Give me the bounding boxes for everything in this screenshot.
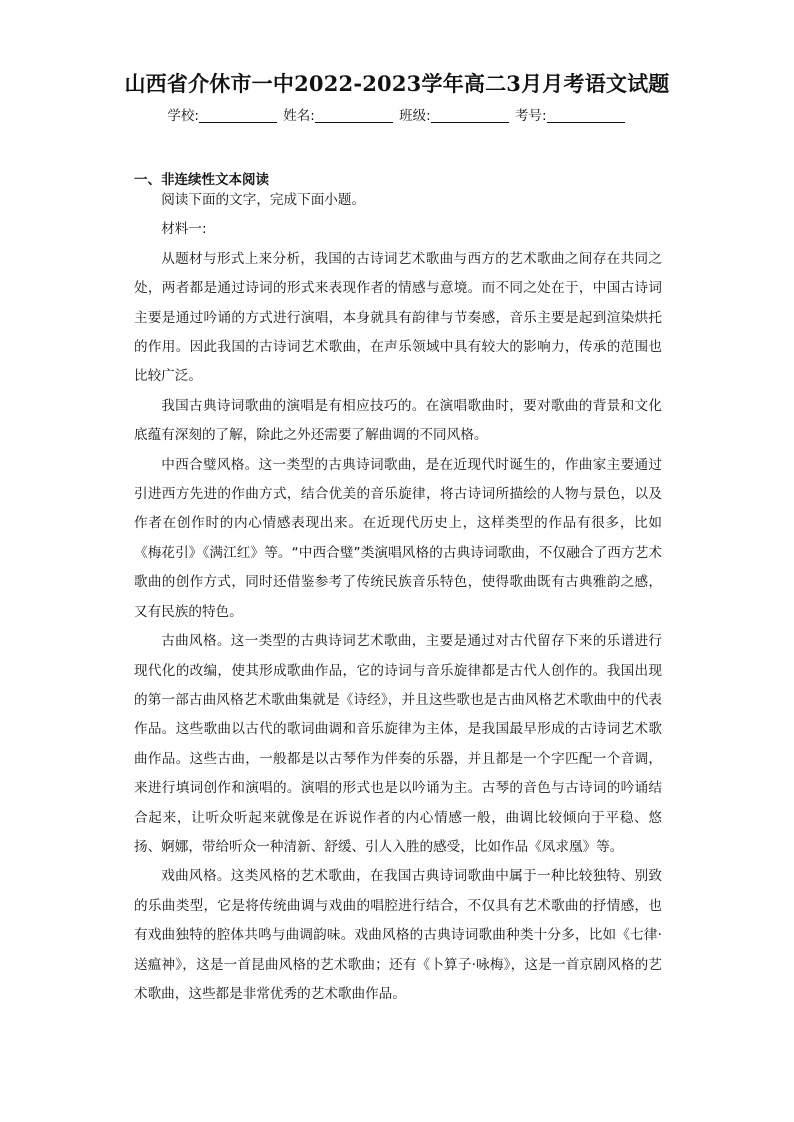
reading-passage xyxy=(134,186,662,1009)
exam-number-label: 考号: xyxy=(515,108,547,124)
name-label: 姓名: xyxy=(283,108,315,124)
exam-number-blank[interactable] xyxy=(547,108,625,123)
passage-paragraph: 从题材与形式上来分析，我国的古诗词艺术歌曲与西方的艺术歌曲之间存在共同之处，两者都是通过诗词的形式来表现作者的情感与意境。而不同之处在于，中国古诗词主要是通过吟诵的方式进行演唱，本身就具有韵律与节奏感，音乐主要是起到渲染烘托的作用。因此我国的古诗词艺术歌曲，在声乐领域中具有较大的影响力，传承的范围也比较广泛。 xyxy=(134,250,662,385)
class-label: 班级: xyxy=(399,108,431,124)
material-label: 材料一: xyxy=(161,221,207,238)
passage-paragraph: 戏曲风格。这类风格的艺术歌曲，在我国古典诗词歌曲中属于一种比较独特、别致的乐曲类型，它是将传统曲调与戏曲的唱腔进行结合，不仅具有艺术歌曲的抒情感，也有戏曲独特的腔体共鸣与曲调韵味。戏曲风格的古典诗词歌曲种类十分多，比如《七律·送瘟神》，这是一首昆曲风格的艺术歌曲；还有《卜算子·咏梅》，这是一首京剧风格的艺术歌曲，这些都是非常优秀的艺术歌曲作品。 xyxy=(134,868,662,1002)
name-blank[interactable] xyxy=(315,108,393,123)
passage-paragraph: 中西合璧风格。这一类型的古典诗词歌曲，是在近现代时诞生的，作曲家主要通过引进西方先进的作曲方式，结合优美的音乐旋律，将古诗词所描绘的人物与景色，以及作者在创作时的内心情感表现出来。在近现代历史上，这样类型的作品有很多，比如《梅花引》《满江红》等。“中西合璧”类演唱风格的古典诗词歌曲，不仅融合了西方艺术歌曲的创作方式，同时还借鉴参考了传统民族音乐特色，使得歌曲既有古典雅韵之感，又有民族的特色。 xyxy=(134,456,662,620)
school-blank[interactable] xyxy=(199,108,277,123)
passage-paragraph: 我国古典诗词歌曲的演唱是有相应技巧的。在演唱歌曲时，要对歌曲的背景和文化底蕴有深刻的了解，除此之外还需要了解曲调的不同风格。 xyxy=(134,397,662,444)
class-blank[interactable] xyxy=(431,108,509,123)
passage-paragraph: 古曲风格。这一类型的古典诗词艺术歌曲，主要是通过对古代留存下来的乐谱进行现代化的改编，使其形成歌曲作品，它的诗词与音乐旋律都是古代人创作的。我国出现的第一部古曲风格艺术歌曲集就是《诗经》，并且这些歌也是古曲风格艺术歌曲中的代表作品。这些歌曲以古代的歌词曲调和音乐旋律为主体，是我国最早形成的古诗词艺术歌曲作品。这些古曲，一般都是以古琴作为伴奏的乐器，并且都是一个字匹配一个音调，来进行填词创作和演唱的。演唱的形式也是以吟诵为主。古琴的音色与古诗词的吟诵结合起来，让听众听起来就像是在诉说作者的内心情感一般，曲调比较倾向于平稳、悠扬、婀娜，带给听众一种清新、舒缓、引人入胜的感受，比如作品《凤求凰》等。 xyxy=(134,633,662,855)
section-heading: 一、非连续性文本阅读 xyxy=(134,172,269,188)
student-info-line xyxy=(0,104,794,124)
school-label: 学校: xyxy=(167,108,199,124)
instruction-paragraph: 阅读下面的文字，完成下面小题。 xyxy=(161,192,366,208)
exam-title: 山西省介休市一中2022-2023学年高二3月月考语文试题 xyxy=(124,71,670,96)
